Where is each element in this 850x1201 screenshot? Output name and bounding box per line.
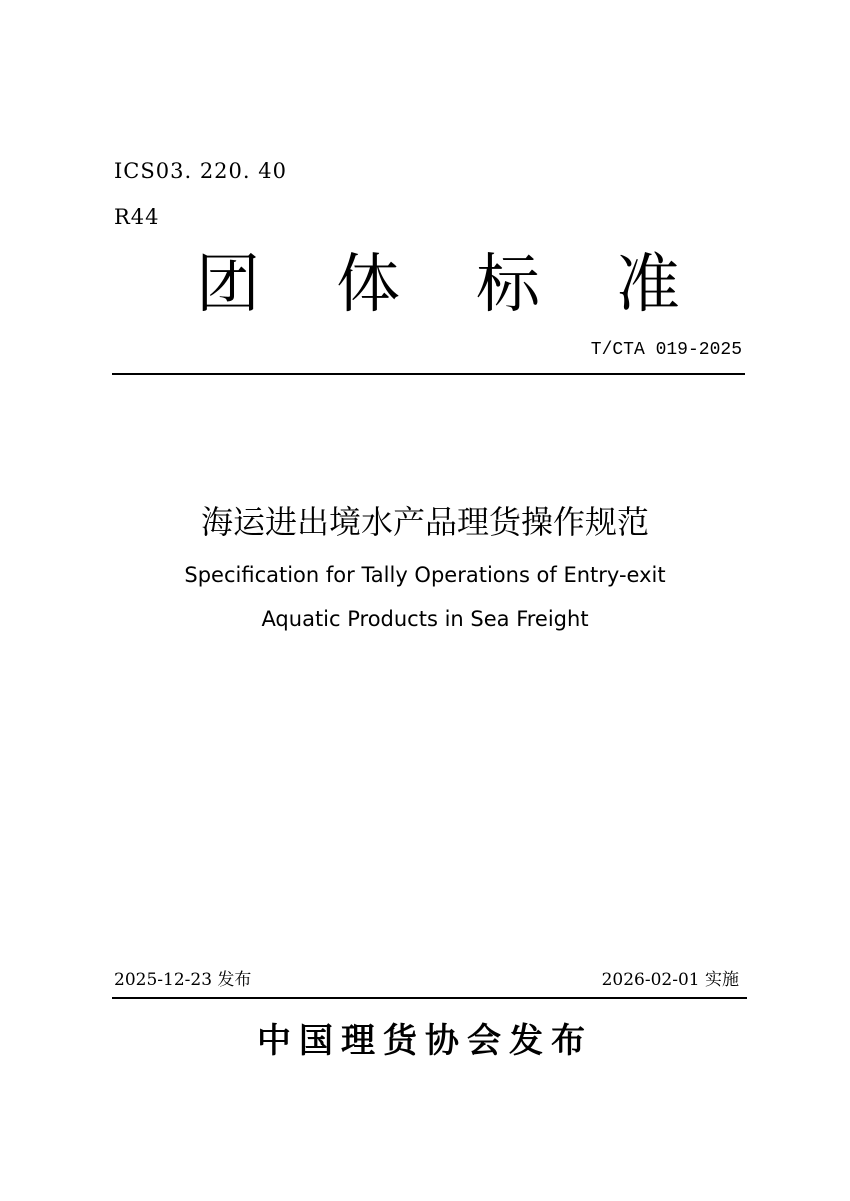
doc-type-char: 准 (616, 248, 680, 322)
issuer: 中国理货协会发布 (257, 1021, 593, 1061)
ics-code: ICS03. 220. 40 (114, 159, 287, 183)
title-english-line-1: Specification for Tally Operations of Entry-exit (184, 563, 666, 587)
doc-type-char: 标 (476, 248, 540, 322)
title-chinese: 海运进出境水产品理货操作规范 (200, 503, 649, 541)
doc-type-char: 体 (336, 248, 400, 322)
bottom-divider (112, 997, 747, 999)
title-english-line-2: Aquatic Products in Sea Freight (261, 607, 589, 631)
release-date: 2025-12-23 发布 (114, 970, 252, 990)
document-type-heading (188, 245, 688, 325)
standard-number: T/CTA 019-2025 (590, 340, 742, 360)
top-divider (112, 373, 745, 375)
doc-type-char: 团 (196, 248, 260, 322)
implementation-date: 2026-02-01 实施 (601, 970, 739, 990)
ccs-code: R44 (114, 205, 160, 229)
